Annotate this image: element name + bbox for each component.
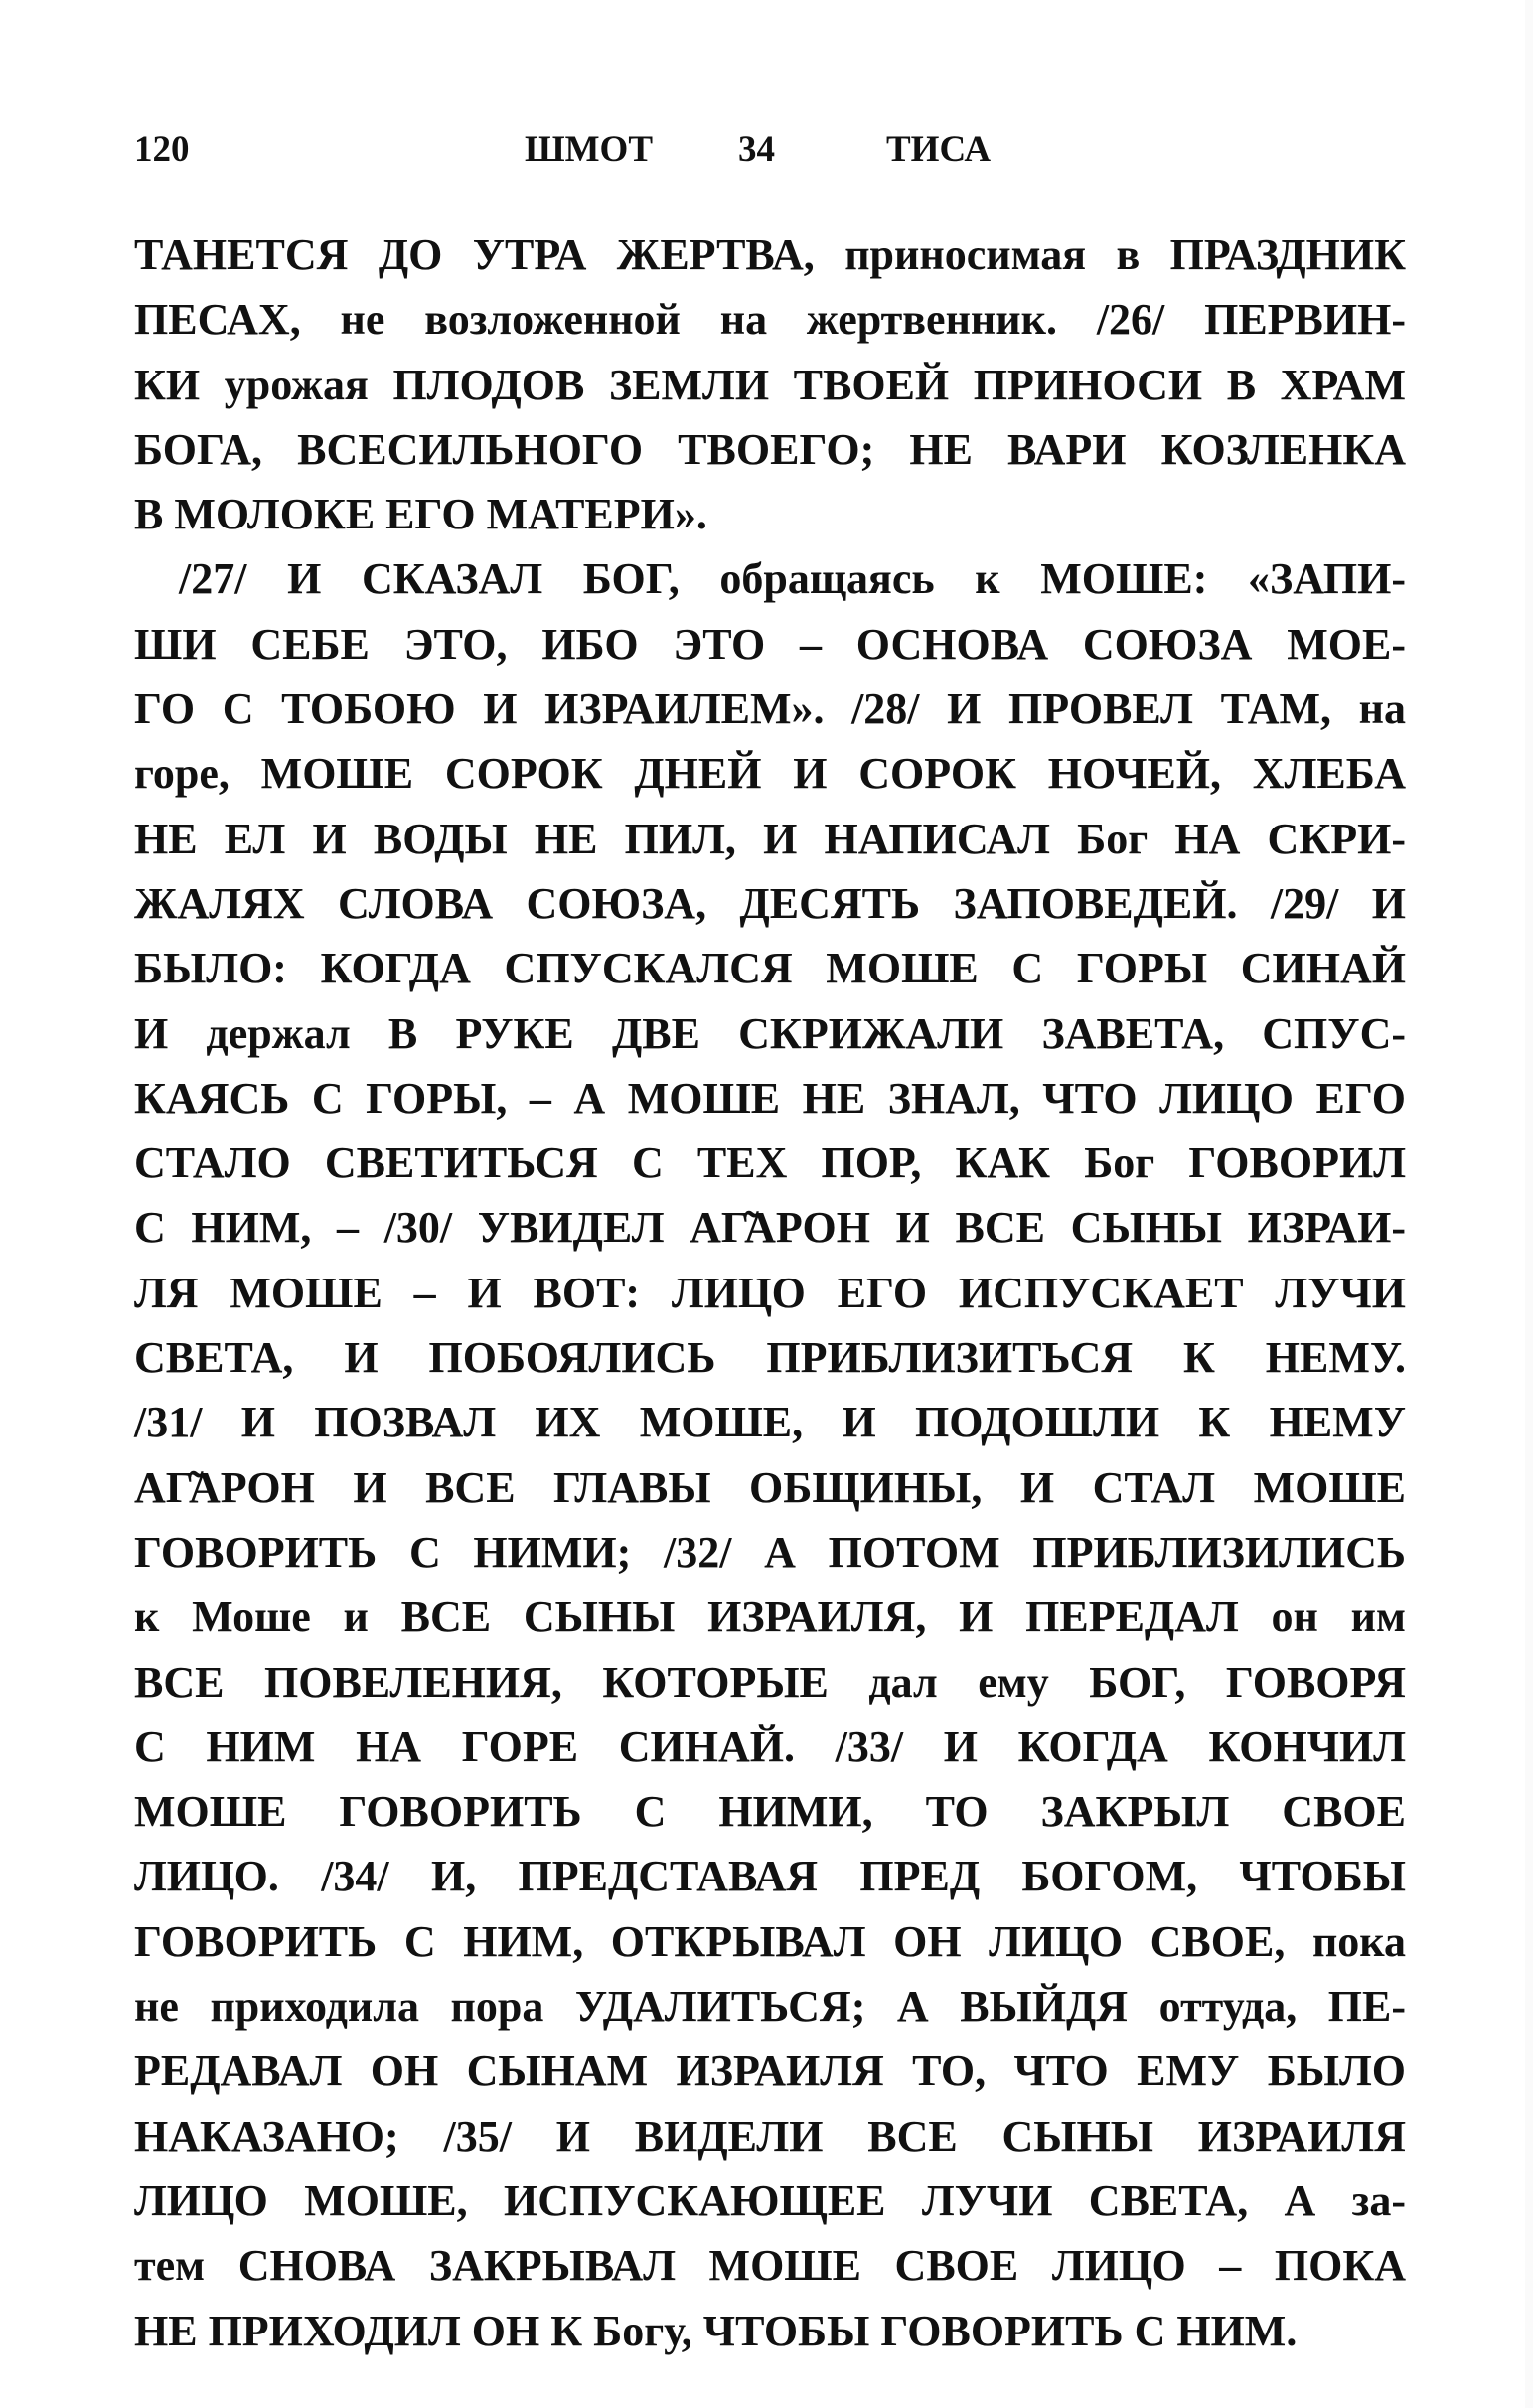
text-line: ТАНЕТСЯ ДО УТРА ЖЕРТВА, приносимая в ПРАЗДНИК: [134, 230, 1406, 279]
text-line: ГОВОРИТЬ С НИМИ; /32/ А ПОТОМ ПРИБЛИЗИЛИСЬ: [134, 1527, 1406, 1577]
text-line: к Моше и ВСЕ СЫНЫ ИЗРАИЛЯ, И ПЕРЕДАЛ он им: [134, 1592, 1406, 1642]
text-line: БЫЛО: КОГДА СПУСКАЛСЯ МОШЕ С ГОРЫ СИНАЙ: [134, 944, 1406, 993]
text-line: ЛИЦО МОШЕ, ИСПУСКАЮЩЕЕ ЛУЧИ СВЕТА, А за-: [134, 2176, 1406, 2225]
text-line: ГОВОРИТЬ С НИМ, ОТКРЫВАЛ ОН ЛИЦО СВОЕ, пока: [134, 1916, 1406, 1966]
text-line: СТАЛО СВЕТИТЬСЯ С ТЕХ ПОР, КАК Бог ГОВОРИЛ: [134, 1138, 1406, 1188]
text-line: СВЕТА, И ПОБОЯЛИСЬ ПРИБЛИЗИТЬСЯ К НЕМУ.: [134, 1333, 1406, 1383]
text-line: ЛИЦО. /34/ И, ПРЕДСТАВАЯ ПРЕД БОГОМ, ЧТОБЫ: [134, 1852, 1406, 1901]
text-line: КИ урожая ПЛОДОВ ЗЕМЛИ ТВОЕЙ ПРИНОСИ В ХРАМ: [134, 360, 1406, 409]
book-title: ШМОТ: [525, 129, 654, 170]
running-header: [134, 127, 1406, 173]
body-text: [134, 223, 1406, 2363]
text-line: /31/ И ПОЗВАЛ ИХ МОШЕ, И ПОДОШЛИ К НЕМУ: [134, 1398, 1406, 1447]
text-line: ШИ СЕБЕ ЭТО, ИБО ЭТО – ОСНОВА СОЮЗА МОЕ-: [134, 619, 1406, 669]
text-line: ЖАЛЯХ СЛОВА СОЮЗА, ДЕСЯТЬ ЗАПОВЕДЕЙ. /29/ И: [134, 878, 1406, 928]
text-line: ВСЕ ПОВЕЛЕНИЯ, КОТОРЫЕ дал ему БОГ, ГОВОРЯ: [134, 1657, 1406, 1707]
text-line: ЛЯ МОШЕ – И ВОТ: ЛИЦО ЕГО ИСПУСКАЕТ ЛУЧИ: [134, 1268, 1406, 1317]
page-edge-shadow: [1525, 0, 1533, 2408]
text-line: тем СНОВА ЗАКРЫВАЛ МОШЕ СВОЕ ЛИЦО – ПОКА: [134, 2241, 1406, 2291]
text-line: ПЕСАХ, не возложенной на жертвенник. /26/ ПЕРВИН-: [134, 295, 1406, 345]
text-line: БОГА, ВСЕСИЛЬНОГО ТВОЕГО; НЕ ВАРИ КОЗЛЕНКА: [134, 424, 1406, 474]
text-line: В МОЛОКЕ ЕГО МАТЕРИ».: [134, 490, 707, 539]
text-line: не приходила пора УДАЛИТЬСЯ; А ВЫЙДЯ оттуда, ПЕ-: [134, 1982, 1406, 2032]
chapter-number: 34: [738, 129, 775, 170]
text-line: /27/ И СКАЗАЛ БОГ, обращаясь к МОШЕ: «ЗАПИ-: [179, 554, 1406, 604]
text-line: НЕ ПРИХОДИЛ ОН К Богу, ЧТОБЫ ГОВОРИТЬ С НИМ.: [134, 2306, 1298, 2355]
text-line: АГ̃АРОН И ВСЕ ГЛАВЫ ОБЩИНЫ, И СТАЛ МОШЕ: [134, 1462, 1406, 1512]
text-line: НЕ ЕЛ И ВОДЫ НЕ ПИЛ, И НАПИСАЛ Бог НА СКРИ-: [134, 814, 1406, 863]
text-line: ГО С ТОБОЮ И ИЗРАИЛЕМ». /28/ И ПРОВЕЛ ТАМ, на: [134, 684, 1406, 734]
text-line: РЕДАВАЛ ОН СЫНАМ ИЗРАИЛЯ ТО, ЧТО ЕМУ БЫЛО: [134, 2046, 1406, 2096]
text-line: И держал В РУКЕ ДВЕ СКРИЖАЛИ ЗАВЕТА, СПУС-: [134, 1008, 1406, 1058]
text-line: С НИМ НА ГОРЕ СИНАЙ. /33/ И КОГДА КОНЧИЛ: [134, 1722, 1406, 1771]
text-line: МОШЕ ГОВОРИТЬ С НИМИ, ТО ЗАКРЫЛ СВОЕ: [134, 1787, 1406, 1837]
text-line: КАЯСЬ С ГОРЫ, – А МОШЕ НЕ ЗНАЛ, ЧТО ЛИЦО ЕГО: [134, 1073, 1406, 1123]
page-number: 120: [134, 129, 190, 170]
portion-title: ТИСА: [886, 129, 992, 170]
text-line: НАКАЗАНО; /35/ И ВИДЕЛИ ВСЕ СЫНЫ ИЗРАИЛЯ: [134, 2111, 1406, 2161]
text-line: горе, МОШЕ СОРОК ДНЕЙ И СОРОК НОЧЕЙ, ХЛЕБА: [134, 749, 1406, 799]
text-line: С НИМ, – /30/ УВИДЕЛ АГ̃АРОН И ВСЕ СЫНЫ ИЗРАИ-: [134, 1203, 1406, 1253]
